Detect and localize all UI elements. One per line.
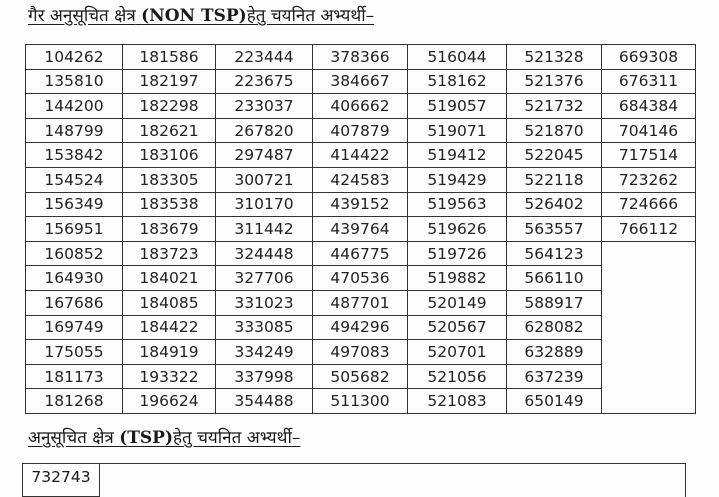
- tsp-heading: [28, 428, 300, 448]
- candidate-number-cell: 723262: [602, 167, 696, 192]
- candidate-number-cell: 153842: [26, 143, 123, 168]
- candidate-number-cell: 183538: [123, 192, 216, 217]
- table-row: [26, 364, 696, 389]
- candidate-number-cell: 511300: [313, 389, 408, 414]
- table-row: [26, 118, 696, 143]
- candidate-number-cell: 135810: [26, 69, 123, 94]
- candidate-number-cell: 181268: [26, 389, 123, 414]
- tsp-candidates-table: [22, 463, 686, 497]
- candidate-number-cell: 520701: [408, 340, 507, 365]
- non-tsp-heading: [28, 6, 374, 26]
- candidate-number-cell: 184919: [123, 340, 216, 365]
- candidate-number-cell: 406662: [313, 94, 408, 119]
- candidate-number-cell: 439764: [313, 217, 408, 242]
- candidate-number-cell: 311442: [216, 217, 313, 242]
- candidate-number-cell: 169749: [26, 315, 123, 340]
- candidate-number-cell: 156349: [26, 192, 123, 217]
- candidate-number-cell: 310170: [216, 192, 313, 217]
- empty-cell: [602, 364, 696, 389]
- table-row: [26, 340, 696, 365]
- candidate-number-cell: 439152: [313, 192, 408, 217]
- candidate-number-cell: 181586: [123, 45, 216, 70]
- candidate-number-cell: 628082: [507, 315, 602, 340]
- table-row: [26, 45, 696, 70]
- candidate-number-cell: 334249: [216, 340, 313, 365]
- candidate-number-cell: 494296: [313, 315, 408, 340]
- candidate-number-cell: 424583: [313, 167, 408, 192]
- candidate-number-cell: 522118: [507, 167, 602, 192]
- candidate-number-cell: 766112: [602, 217, 696, 242]
- candidate-number-cell: 520567: [408, 315, 507, 340]
- candidate-number-cell: 704146: [602, 118, 696, 143]
- candidate-number-cell: 564123: [507, 241, 602, 266]
- candidate-number-cell: 724666: [602, 192, 696, 217]
- tsp-heading-post: हेतु चयनित अभ्यर्थी–: [173, 428, 301, 448]
- candidate-number-cell: 193322: [123, 364, 216, 389]
- candidate-number-cell: 519626: [408, 217, 507, 242]
- candidate-number-cell: 676311: [602, 69, 696, 94]
- non-tsp-heading-pre: गैर अनुसूचित क्षेत्र: [28, 6, 136, 26]
- candidate-number-cell: 182621: [123, 118, 216, 143]
- table-row: [26, 241, 696, 266]
- candidate-number-cell: 156951: [26, 217, 123, 242]
- candidate-number-cell: 384667: [313, 69, 408, 94]
- candidate-number-cell: 167686: [26, 290, 123, 315]
- candidate-number-cell: 487701: [313, 290, 408, 315]
- candidate-number-cell: 519071: [408, 118, 507, 143]
- empty-cell: [602, 315, 696, 340]
- candidate-number-cell: 164930: [26, 266, 123, 291]
- table-row: [26, 192, 696, 217]
- candidate-number-cell: 184085: [123, 290, 216, 315]
- candidate-number-cell: 505682: [313, 364, 408, 389]
- table-row: [26, 94, 696, 119]
- tsp-heading-code: (TSP): [119, 428, 173, 448]
- candidate-number-cell: 521083: [408, 389, 507, 414]
- candidate-number-cell: 520149: [408, 290, 507, 315]
- table-row: [26, 167, 696, 192]
- candidate-number-cell: 414422: [313, 143, 408, 168]
- tsp-candidate-cell: 732743: [23, 464, 100, 497]
- candidate-number-cell: 522045: [507, 143, 602, 168]
- candidate-number-cell: 516044: [408, 45, 507, 70]
- candidate-number-cell: 650149: [507, 389, 602, 414]
- candidate-number-cell: 497083: [313, 340, 408, 365]
- candidate-number-cell: 588917: [507, 290, 602, 315]
- candidate-number-cell: 300721: [216, 167, 313, 192]
- candidate-number-cell: 521056: [408, 364, 507, 389]
- candidate-number-cell: 182197: [123, 69, 216, 94]
- candidate-number-cell: 378366: [313, 45, 408, 70]
- candidate-number-cell: 519726: [408, 241, 507, 266]
- candidate-number-cell: 519057: [408, 94, 507, 119]
- candidate-number-cell: 175055: [26, 340, 123, 365]
- candidate-number-cell: 519882: [408, 266, 507, 291]
- candidate-number-cell: 521328: [507, 45, 602, 70]
- candidate-number-cell: 233037: [216, 94, 313, 119]
- candidate-number-cell: 267820: [216, 118, 313, 143]
- candidate-number-cell: 563557: [507, 217, 602, 242]
- candidate-number-cell: 446775: [313, 241, 408, 266]
- candidate-number-cell: 327706: [216, 266, 313, 291]
- table-row: [26, 290, 696, 315]
- candidate-number-cell: 223444: [216, 45, 313, 70]
- candidate-number-cell: 717514: [602, 143, 696, 168]
- candidate-number-cell: 331023: [216, 290, 313, 315]
- candidate-number-cell: 407879: [313, 118, 408, 143]
- table-row: [26, 143, 696, 168]
- candidate-number-cell: 566110: [507, 266, 602, 291]
- candidate-number-cell: 518162: [408, 69, 507, 94]
- candidate-number-cell: 519563: [408, 192, 507, 217]
- candidate-number-cell: 669308: [602, 45, 696, 70]
- candidate-number-cell: 144200: [26, 94, 123, 119]
- candidate-number-cell: 160852: [26, 241, 123, 266]
- candidate-number-cell: 337998: [216, 364, 313, 389]
- candidate-number-cell: 223675: [216, 69, 313, 94]
- tsp-empty-cell: [100, 464, 686, 497]
- table-row: [26, 69, 696, 94]
- table-row: [26, 266, 696, 291]
- candidate-number-cell: 184021: [123, 266, 216, 291]
- candidate-number-cell: 632889: [507, 340, 602, 365]
- empty-cell: [602, 290, 696, 315]
- candidate-number-cell: 183106: [123, 143, 216, 168]
- candidate-number-cell: 182298: [123, 94, 216, 119]
- candidate-number-cell: 521732: [507, 94, 602, 119]
- empty-cell: [602, 241, 696, 266]
- candidate-number-cell: 181173: [26, 364, 123, 389]
- non-tsp-heading-code: (NON TSP): [141, 6, 247, 26]
- candidate-number-cell: 184422: [123, 315, 216, 340]
- candidate-number-cell: 196624: [123, 389, 216, 414]
- non-tsp-heading-post: हेतु चयनित अभ्यर्थी–: [246, 6, 375, 26]
- candidate-number-cell: 333085: [216, 315, 313, 340]
- candidate-number-cell: 684384: [602, 94, 696, 119]
- candidate-number-cell: 470536: [313, 266, 408, 291]
- tsp-heading-pre: अनुसूचित क्षेत्र: [28, 428, 114, 448]
- candidate-number-cell: 521376: [507, 69, 602, 94]
- empty-cell: [602, 340, 696, 365]
- candidate-number-cell: 519412: [408, 143, 507, 168]
- candidate-number-cell: 183723: [123, 241, 216, 266]
- candidate-number-cell: 354488: [216, 389, 313, 414]
- candidate-number-cell: 183679: [123, 217, 216, 242]
- empty-cell: [602, 266, 696, 291]
- table-row: [23, 464, 686, 497]
- candidate-number-cell: 526402: [507, 192, 602, 217]
- empty-cell: [602, 389, 696, 414]
- candidate-number-cell: 183305: [123, 167, 216, 192]
- candidate-number-cell: 519429: [408, 167, 507, 192]
- table-row: [26, 315, 696, 340]
- candidate-number-cell: 521870: [507, 118, 602, 143]
- candidate-number-cell: 148799: [26, 118, 123, 143]
- table-row: [26, 217, 696, 242]
- candidate-number-cell: 297487: [216, 143, 313, 168]
- candidate-number-cell: 637239: [507, 364, 602, 389]
- candidate-number-cell: 104262: [26, 45, 123, 70]
- candidate-number-cell: 154524: [26, 167, 123, 192]
- candidate-number-cell: 324448: [216, 241, 313, 266]
- non-tsp-candidates-table: [25, 44, 696, 414]
- table-row: [26, 389, 696, 414]
